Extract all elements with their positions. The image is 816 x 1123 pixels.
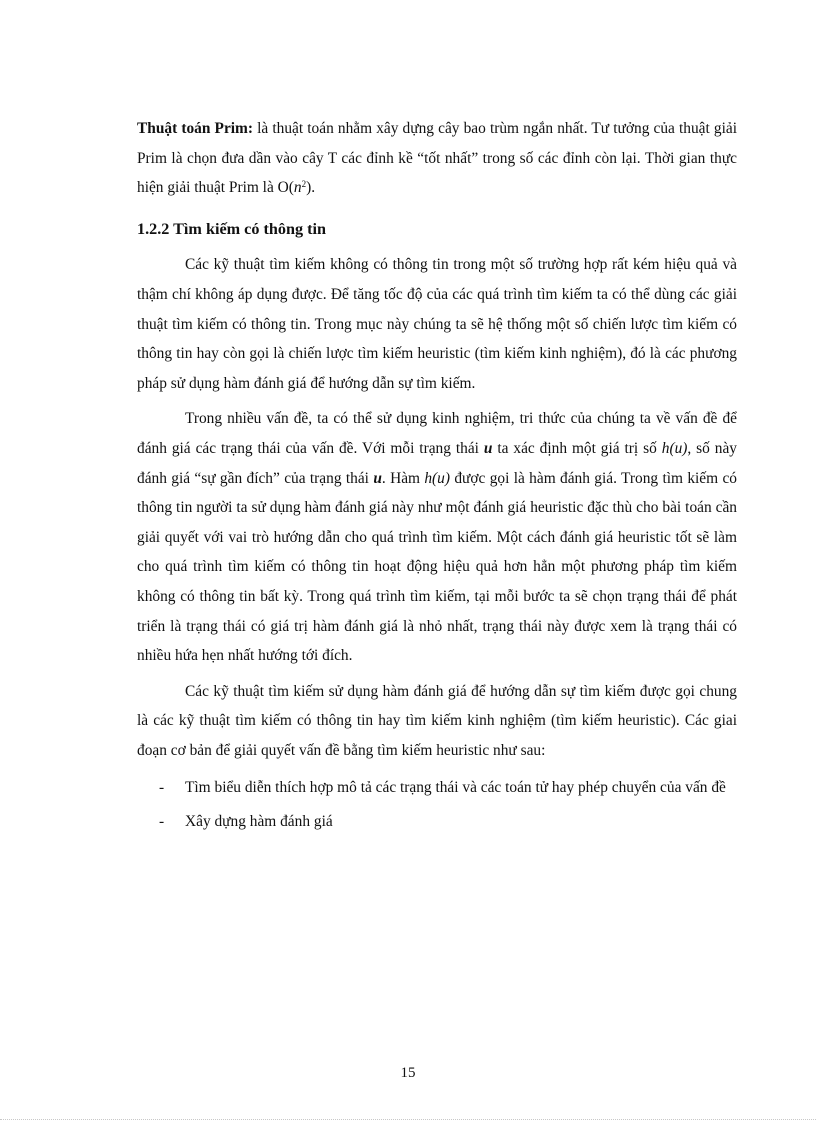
section-heading: 1.2.2 Tìm kiếm có thông tin [137, 219, 327, 238]
page-bottom-divider [0, 1119, 816, 1120]
prim-term: Thuật toán Prim: [137, 120, 253, 137]
complexity-variable: n [293, 179, 302, 197]
list-item: - Xây dựng hàm đánh giá [137, 807, 737, 837]
list-marker: - [159, 779, 165, 797]
paragraph-heuristic-stages: Các kỹ thuật tìm kiếm sử dụng hàm đánh giá để hướng dẫn sự tìm kiếm được gọi chung là các kỹ thuật tìm kiếm có thông tin hay tìm kiếm kinh nghiệm (tìm kiếm heuristic). Các giai đoạn cơ bản để giải quyết vấn đề bằng tìm kiếm heuristic như sau: [137, 682, 737, 759]
steps-list [137, 773, 737, 836]
page-content [137, 114, 737, 841]
page-number: 15 [400, 1065, 416, 1081]
list-item: - Tìm biểu diễn thích hợp mô tả các trạng thái và các toán tử hay phép chuyển của vấn đề [137, 773, 737, 803]
list-marker: - [159, 813, 165, 831]
paragraph-evaluation-function: Trong nhiều vấn đề, ta có thể sử dụng kinh nghiệm, tri thức của chúng ta về vấn đề để đánh giá các trạng thái của vấn đề. Với mỗi trạng thái u ta xác định một giá trị số h(u), số này đánh giá “sự gần đích” của trạng thái u. Hàm h(u) được gọi là hàm đánh giá. Trong tìm kiếm có thông tin người ta sử dụng hàm đánh giá này như một đánh giá heuristic đặc thù cho bài toán cần giải quyết với vai trò hướng dẫn cho quá trình tìm kiếm. Một cách đánh giá heuristic tốt sẽ làm cho quá trình tìm kiếm có thông tin hoạt động hiệu quả hơn hẳn một phương pháp tìm kiếm không có thông tin bất kỳ. Trong quá trình tìm kiếm, tại mỗi bước ta sẽ chọn trạng thái để phát triển là trạng thái có giá trị hàm đánh giá là nhỏ nhất, trạng thái này được xem là trạng thái có nhiều hứa hẹn nhất hướng tới đích. [137, 410, 738, 665]
complexity-exponent: 2 [301, 179, 307, 190]
paragraph-intro: Các kỹ thuật tìm kiếm không có thông tin trong một số trường hợp rất kém hiệu quả và thậm chí không áp dụng được. Để tăng tốc độ của các quá trình tìm kiếm ta có thể dùng các giải thuật tìm kiếm có thông tin. Trong mục này chúng ta sẽ hệ thống một số chiến lược tìm kiếm có thông tin hay còn gọi là chiến lược tìm kiếm heuristic (tìm kiếm kinh nghiệm), đó là các phương pháp sử dụng hàm đánh giá để hướng dẫn sự tìm kiếm. [137, 256, 737, 392]
prim-paragraph: Thuật toán Prim: là thuật toán nhằm xây dựng cây bao trùm ngắn nhất. Tư tưởng của thuật giải Prim là chọn đưa dần vào cây T các đỉnh kề “tốt nhất” trong số các đỉnh còn lại. Thời gian thực hiện giải thuật Prim là $O(n^2)$. [137, 120, 738, 197]
